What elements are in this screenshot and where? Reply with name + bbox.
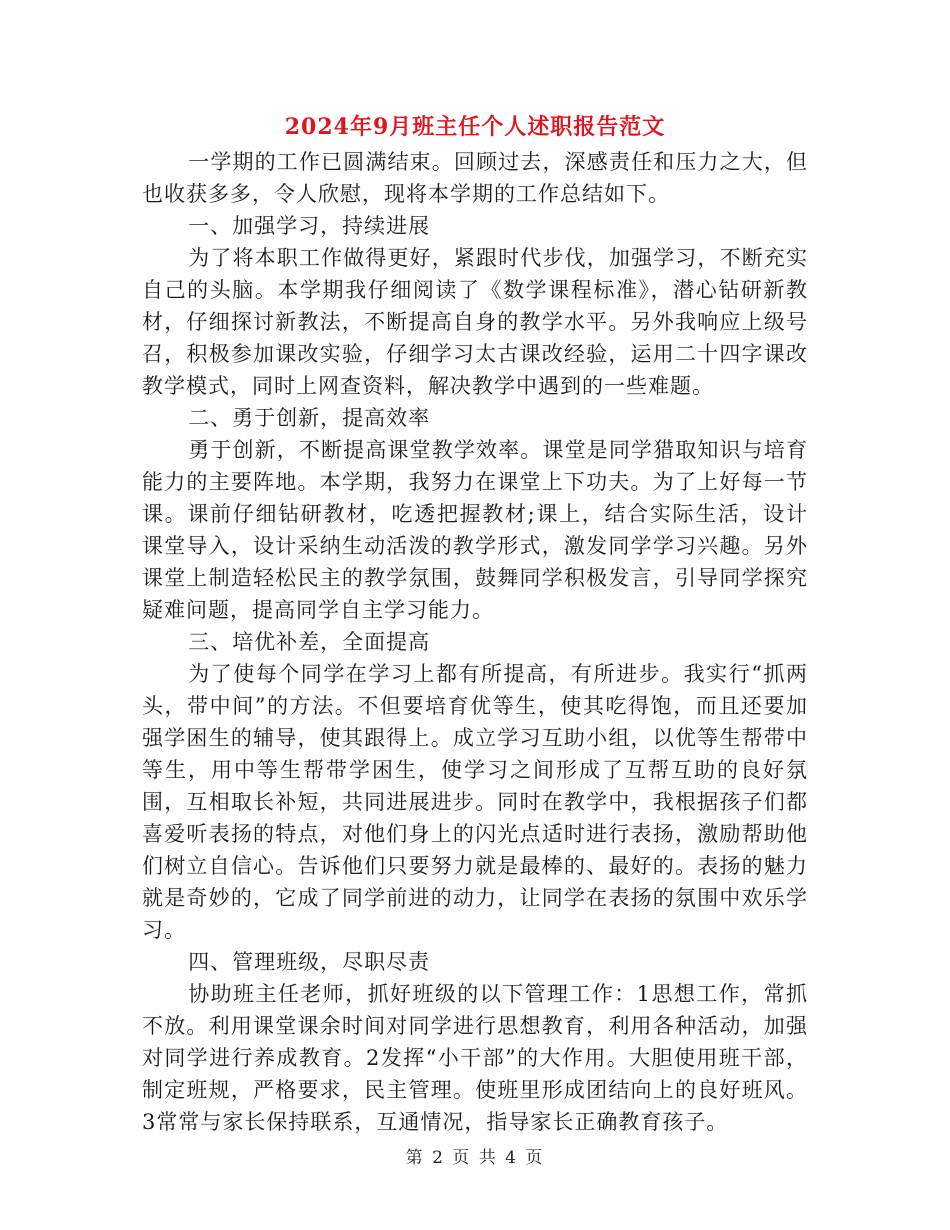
section-heading-2: 二、勇于创新，提高效率 [188,406,431,430]
section-heading-1: 一、加强学习，持续进展 [188,214,431,238]
page-footer: 第 2 页 共 4 页 [405,1148,545,1168]
section-heading-3: 三、培优补差，全面提高 [188,630,431,654]
section-paragraph-4: 协助班主任老师，抓好班级的以下管理工作：1思想工作，常抓不放。利用课堂课余时间对同学进行思想教育，利用各种活动，加强对同学进行养成教育。2发挥“小干部”的大作用。大胆使用班干部，制定班规，严格要求，民主管理。使班里形成团结向上的良好班风。3常常与家长保持联系，互通情况，指导家长正确教育孩子。 [142,982,808,1134]
intro-paragraph: 一学期的工作已圆满结束。回顾过去，深感责任和压力之大，但也收获多多，令人欣慰，现将本学期的工作总结如下。 [142,150,808,206]
section-paragraph-1: 为了将本职工作做得更好，紧跟时代步伐，加强学习，不断充实自己的头脑。本学期我仔细阅读了《数学课程标准》，潜心钻研新教材，仔细探讨新教法，不断提高自身的教学水平。另外我响应上级号召，积极参加课改实验，仔细学习太古课改经验，运用二十四字课改教学模式，同时上网查资料，解决教学中遇到的一些难题。 [142,246,808,398]
document-title: 2024年9月班主任个人述职报告范文 [284,114,666,140]
section-paragraph-3: 为了使每个同学在学习上都有所提高，有所进步。我实行“抓两头，带中间”的方法。不但要培育优等生，使其吃得饱，而且还要加强学困生的辅导，使其跟得上。成立学习互助小组，以优等生帮带中等生，用中等生帮带学困生，使学习之间形成了互帮互助的良好氛围，互相取长补短，共同进展进步。同时在教学中，我根据孩子们都喜爱听表扬的特点，对他们身上的闪光点适时进行表扬，激励帮助他们树立自信心。告诉他们只要努力就是最棒的、最好的。表扬的魅力就是奇妙的，它成了同学前进的动力，让同学在表扬的氛围中欢乐学习。 [142,662,808,942]
section-paragraph-2: 勇于创新，不断提高课堂教学效率。课堂是同学猎取知识与培育能力的主要阵地。本学期，我努力在课堂上下功夫。为了上好每一节课。课前仔细钻研教材，吃透把握教材;课上，结合实际生活，设计课堂导入，设计采纳生动活泼的教学形式，激发同学学习兴趣。另外课堂上制造轻松民主的教学氛围，鼓舞同学积极发言，引导同学探究疑难问题，提高同学自主学习能力。 [142,438,808,622]
section-heading-4: 四、管理班级，尽职尽责 [188,950,431,974]
document-body [142,146,808,1138]
